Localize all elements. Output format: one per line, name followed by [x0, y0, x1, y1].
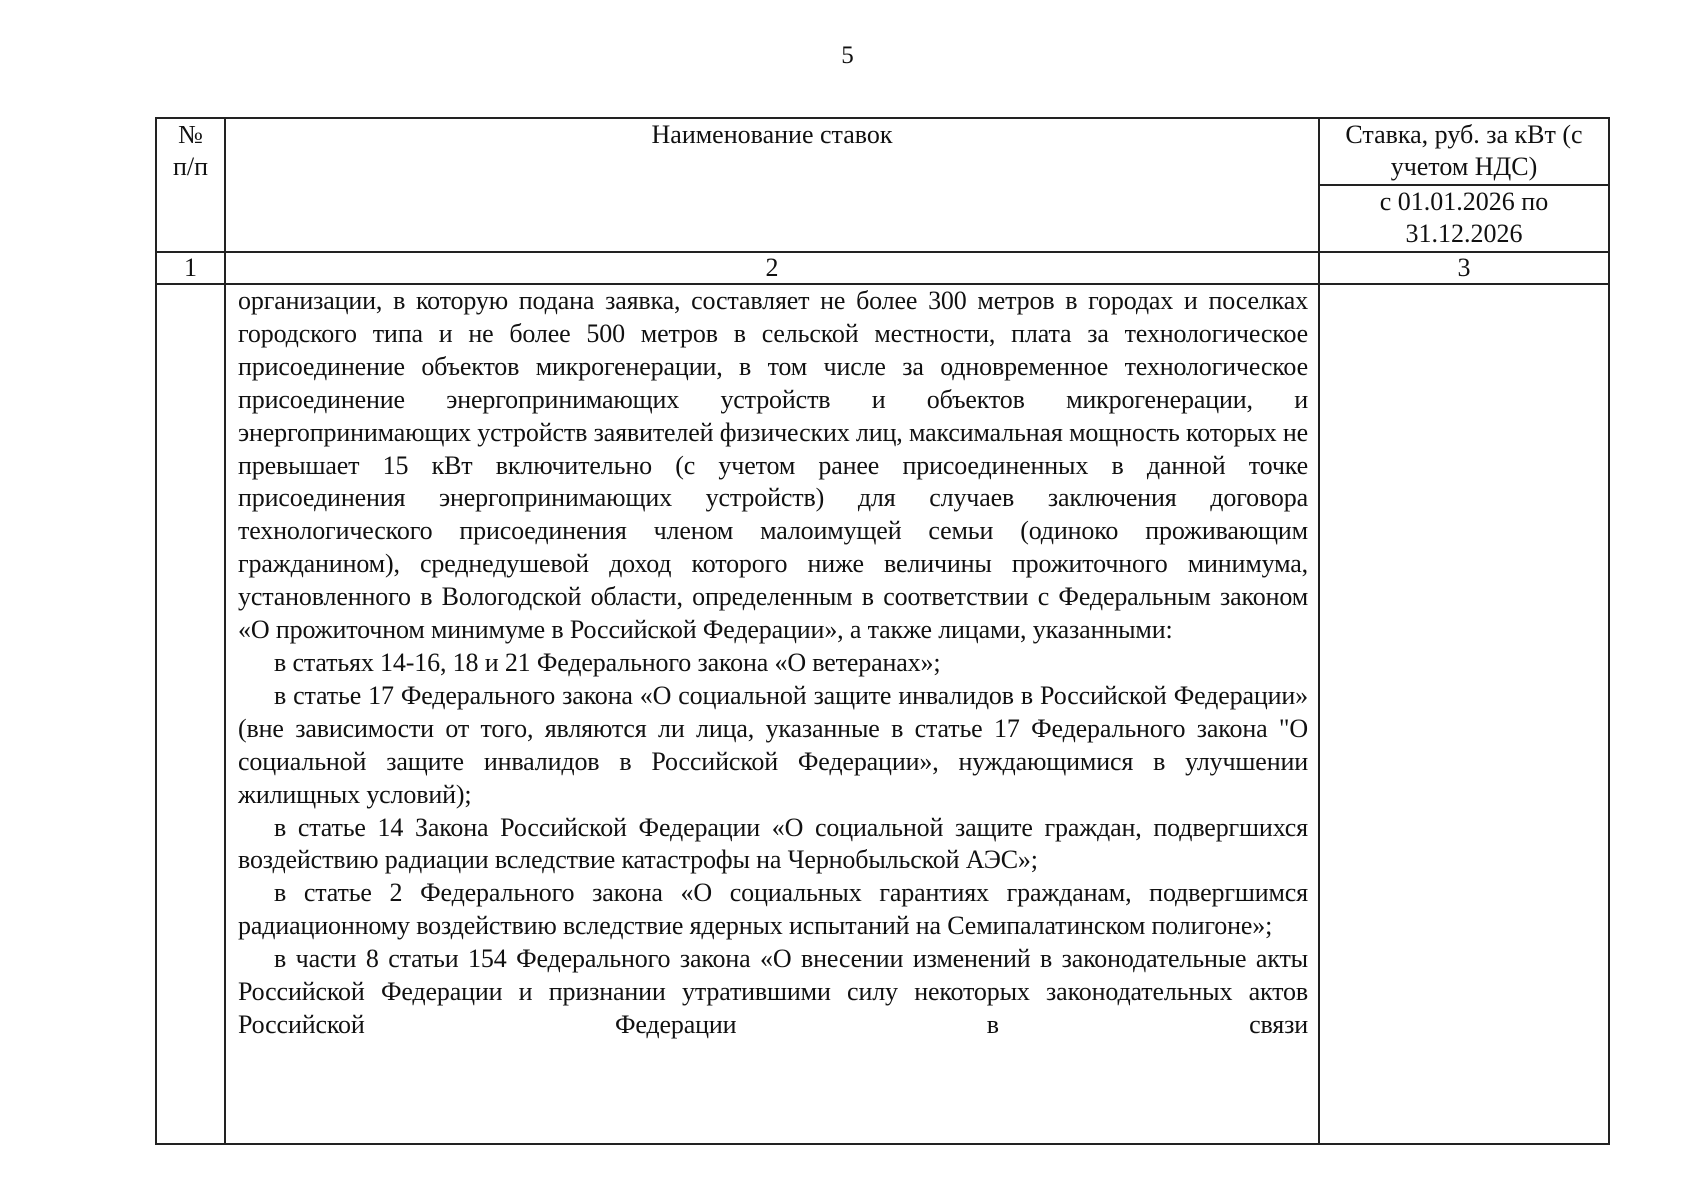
body-paragraph: в статьях 14-16, 18 и 21 Федерального закона «О ветеранах»;: [274, 647, 941, 677]
body-paragraph: организации, в которую подана заявка, составляет не более 300 метров в городах и поселках городского типа и не более 500 метров в сельской местности, плата за технологическое присоединение объектов микрогенерации, в том числе за одновременное технологическое присоединение энергопринимающих устройств и объектов микрогенерации, и энергопринимающих устройств заявителей физических лиц, максимальная мощность которых не превышает 15 кВт включительно (с учетом ранее присоединенных в данной точке присоединения энергопринимающих устройств) для случаев заключения договора технологического присоединения членом малоимущей семьи (одиноко проживающим гражданином), среднедушевой доход которого ниже величины прожиточного минимума, установленного в Вологодской области, определенным в соответствии с Федеральным законом «О прожиточном минимуме в Российской Федерации», а также лицами, указанными:: [238, 286, 1308, 645]
header-number-cell: [156, 118, 225, 252]
rates-table: [155, 117, 1610, 1145]
column-index-2: 2: [225, 252, 1319, 284]
body-paragraph: в статье 17 Федерального закона «О социальной защите инвалидов в Российской Федерации» (вне зависимости от того, являются ли лица, указанные в статье 17 Федерального закона "О социальной защите инвалидов в Российской Федерации», нуждающимися в улучшении жилищных условий);: [238, 680, 1308, 809]
header-row: [156, 118, 1609, 185]
header-period-cell: [1319, 185, 1609, 252]
body-paragraph: в статье 2 Федерального закона «О социальных гарантиях гражданам, подвергшимся радиационному воздействию вследствие ядерных испытаний на Семипалатинском полигоне»;: [238, 878, 1308, 941]
page-number: 5: [841, 42, 854, 69]
header-name-label: Наименование ставок: [651, 120, 893, 149]
header-period-label: с 01.01.2026 по 31.12.2026: [1379, 187, 1549, 248]
header-name-cell: [225, 118, 1319, 252]
table-row: [156, 284, 1609, 1144]
row-text-cell: [225, 284, 1319, 1144]
body-paragraph: в части 8 статьи 154 Федерального закона «О внесении изменений в законодательные акты Российской Федерации и признании утратившими силу некоторых законодательных актов Российской Федерации в связи: [238, 944, 1308, 1039]
column-index-row: [156, 252, 1609, 284]
column-index-3: 3: [1319, 252, 1609, 284]
row-number-cell: [156, 284, 225, 1144]
row-rate-cell: [1319, 284, 1609, 1144]
header-number-label: № п/п: [172, 120, 209, 181]
header-rate-cell: [1319, 118, 1609, 185]
header-rate-label: Ставка, руб. за кВт (с учетом НДС): [1345, 120, 1583, 181]
column-index-1: 1: [156, 252, 225, 284]
body-paragraph: в статье 14 Закона Российской Федерации «О социальной защите граждан, подвергшихся воздействию радиации вследствие катастрофы на Чернобыльской АЭС»;: [238, 812, 1308, 875]
